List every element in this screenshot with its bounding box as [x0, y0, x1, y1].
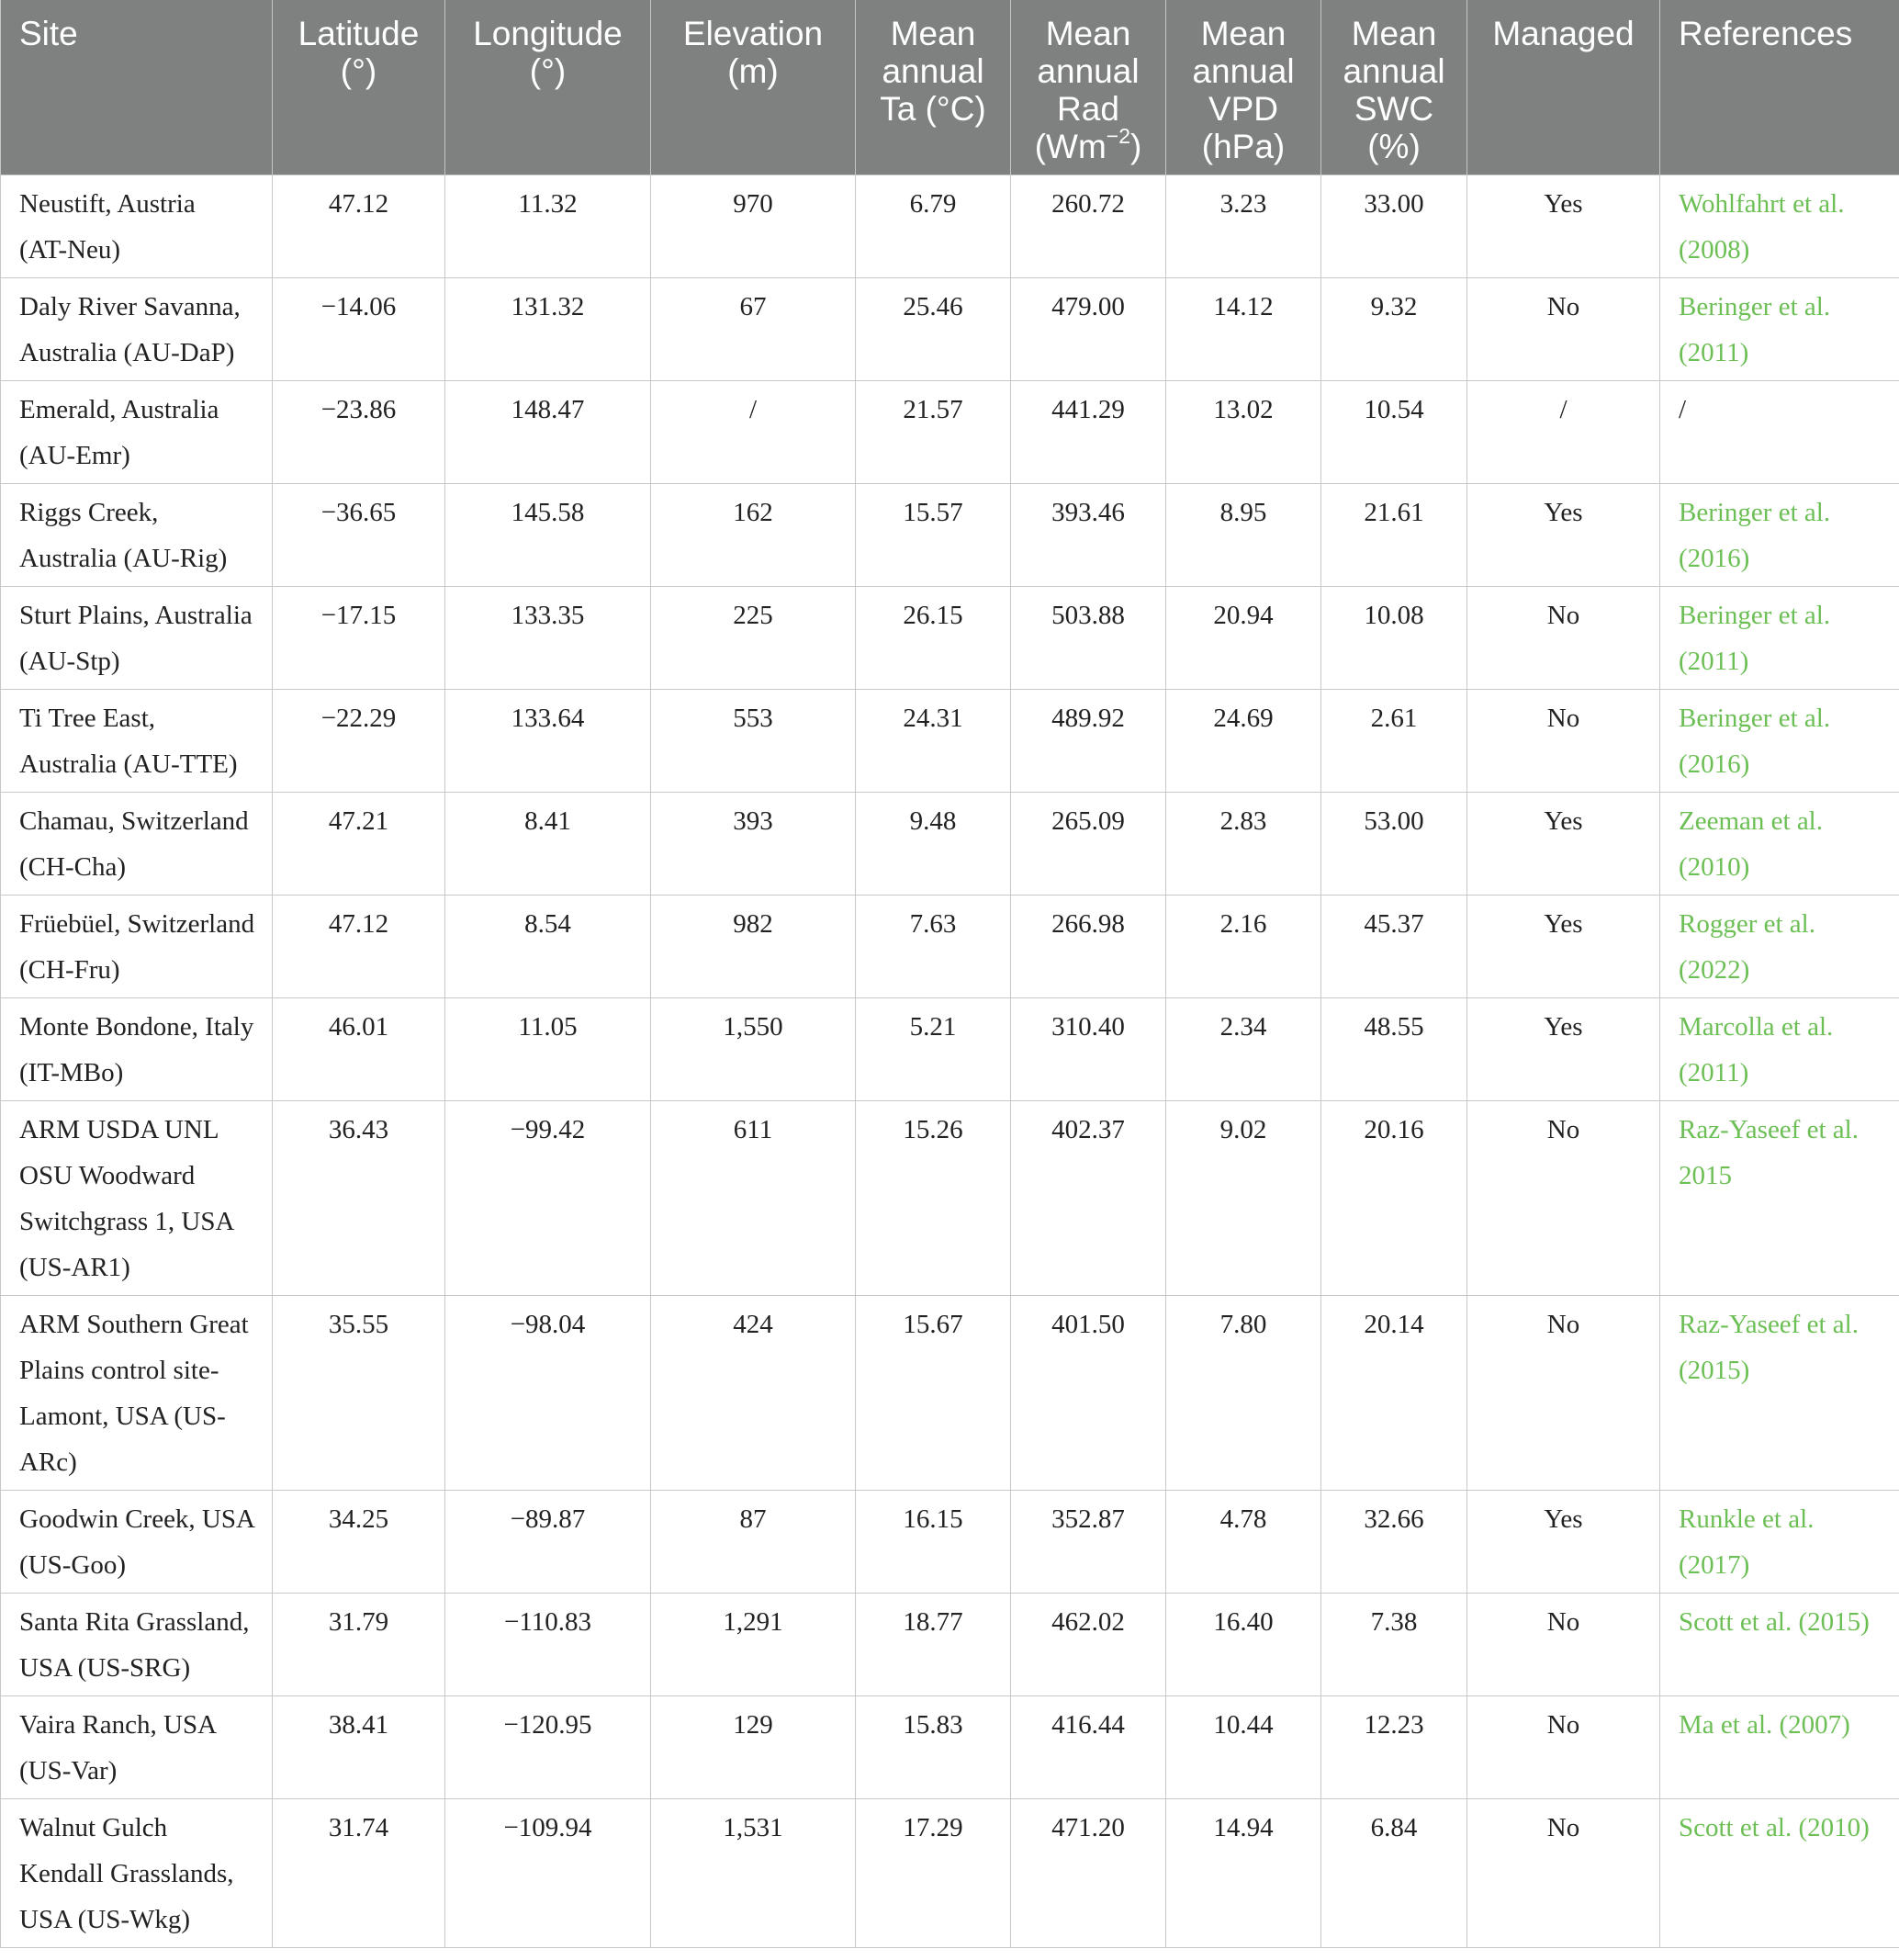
cell-site-line: Riggs Creek, [19, 498, 159, 527]
cell-reference-line: Beringer et al. [1679, 292, 1831, 321]
cell-managed: Yes [1467, 1491, 1660, 1594]
cell-ta: 18.77 [856, 1594, 1011, 1696]
cell-elev: 1,550 [651, 998, 856, 1101]
cell-lat: 36.43 [273, 1101, 445, 1296]
cell-vpd: 4.78 [1166, 1491, 1321, 1594]
table-row [1, 1594, 1899, 1696]
header-latitude [273, 0, 445, 175]
cell-elev: 982 [651, 896, 856, 998]
cell-site-line: (US-Var) [19, 1756, 118, 1785]
header-elevation [651, 0, 856, 175]
cell-reference[interactable] [1660, 896, 1899, 998]
cell-site [1, 690, 273, 793]
cell-reference-line: Rogger et al. [1679, 909, 1815, 939]
cell-rad: 462.02 [1011, 1594, 1166, 1696]
table-row [1, 278, 1899, 381]
header-rad-unit-close: ) [1129, 128, 1142, 165]
cell-lat: −22.29 [273, 690, 445, 793]
header-elevation-line: Elevation [682, 15, 824, 52]
header-vpd-unit: (hPa) [1201, 128, 1286, 165]
cell-managed: No [1467, 278, 1660, 381]
cell-elev: 611 [651, 1101, 856, 1296]
cell-lat: 31.74 [273, 1799, 445, 1948]
header-rad-line2: annual [1037, 52, 1140, 90]
cell-site-line: Goodwin Creek, USA [19, 1504, 255, 1534]
cell-reference-line: 2015 [1679, 1161, 1732, 1190]
cell-managed: No [1467, 1594, 1660, 1696]
cell-lat: 31.79 [273, 1594, 445, 1696]
cell-lon: 148.47 [445, 381, 651, 484]
cell-ta: 9.48 [856, 793, 1011, 896]
cell-rad: 441.29 [1011, 381, 1166, 484]
cell-reference[interactable] [1660, 1594, 1899, 1696]
cell-managed: / [1467, 381, 1660, 484]
cell-site-line: USA (US-SRG) [19, 1653, 191, 1683]
table-row [1, 1799, 1899, 1948]
cell-site-line: ARM USDA UNL [19, 1115, 219, 1144]
cell-lat: 47.21 [273, 793, 445, 896]
cell-site [1, 1491, 273, 1594]
header-elevation-unit: (m) [727, 52, 779, 90]
cell-ta: 6.79 [856, 175, 1011, 278]
cell-elev: 87 [651, 1491, 856, 1594]
cell-reference[interactable] [1660, 1696, 1899, 1799]
cell-vpd: 2.83 [1166, 793, 1321, 896]
cell-lon: −110.83 [445, 1594, 651, 1696]
table-row [1, 381, 1899, 484]
header-vpd-line1: Mean [1200, 15, 1287, 52]
table-row [1, 896, 1899, 998]
cell-managed: Yes [1467, 896, 1660, 998]
cell-lon: 11.05 [445, 998, 651, 1101]
cell-rad: 260.72 [1011, 175, 1166, 278]
cell-ta: 5.21 [856, 998, 1011, 1101]
cell-vpd: 16.40 [1166, 1594, 1321, 1696]
cell-swc: 20.14 [1321, 1296, 1467, 1491]
cell-elev: 424 [651, 1296, 856, 1491]
cell-site [1, 793, 273, 896]
cell-vpd: 10.44 [1166, 1696, 1321, 1799]
cell-site-line: Chamau, Switzerland [19, 806, 249, 836]
cell-reference[interactable] [1660, 175, 1899, 278]
cell-site [1, 1101, 273, 1296]
cell-reference-line: (2011) [1679, 647, 1749, 676]
table-row [1, 1491, 1899, 1594]
cell-vpd: 14.12 [1166, 278, 1321, 381]
cell-rad: 402.37 [1011, 1101, 1166, 1296]
cell-rad: 471.20 [1011, 1799, 1166, 1948]
cell-rad: 503.88 [1011, 587, 1166, 690]
cell-swc: 20.16 [1321, 1101, 1467, 1296]
cell-managed: No [1467, 1696, 1660, 1799]
table-row [1, 484, 1899, 587]
header-ta-line2: annual [882, 52, 984, 90]
cell-reference[interactable] [1660, 793, 1899, 896]
cell-site-line: Kendall Grasslands, [19, 1859, 234, 1888]
header-rad-line3: Rad [1057, 90, 1119, 128]
header-latitude-unit: (°) [340, 52, 377, 90]
header-ta [856, 0, 1011, 175]
table-row [1, 1696, 1899, 1799]
cell-swc: 48.55 [1321, 998, 1467, 1101]
cell-swc: 33.00 [1321, 175, 1467, 278]
cell-lon: −89.87 [445, 1491, 651, 1594]
cell-site-line: Vaira Ranch, USA [19, 1710, 218, 1740]
cell-reference-line: Raz-Yaseef et al. [1679, 1310, 1859, 1339]
header-vpd [1166, 0, 1321, 175]
cell-swc: 12.23 [1321, 1696, 1467, 1799]
cell-elev: 129 [651, 1696, 856, 1799]
cell-lon: 133.64 [445, 690, 651, 793]
header-site: Site [1, 0, 273, 175]
table-header [1, 0, 1899, 175]
header-row [1, 0, 1899, 175]
cell-vpd: 8.95 [1166, 484, 1321, 587]
cell-site-line: (AU-Emr) [19, 441, 130, 470]
cell-swc: 10.54 [1321, 381, 1467, 484]
cell-swc: 45.37 [1321, 896, 1467, 998]
cell-site-line: (AT-Neu) [19, 235, 121, 265]
cell-ta: 15.83 [856, 1696, 1011, 1799]
cell-site-line: Emerald, Australia [19, 395, 219, 424]
cell-site [1, 1696, 273, 1799]
cell-swc: 6.84 [1321, 1799, 1467, 1948]
cell-site-line: Australia (AU-DaP) [19, 338, 235, 367]
cell-elev: 225 [651, 587, 856, 690]
cell-managed: Yes [1467, 998, 1660, 1101]
cell-reference-line: Ma et al. (2007) [1679, 1710, 1850, 1740]
cell-site-line: Australia (AU-TTE) [19, 749, 238, 779]
cell-site-line: Daly River Savanna, [19, 292, 241, 321]
cell-rad: 401.50 [1011, 1296, 1166, 1491]
cell-reference[interactable] [1660, 1799, 1899, 1948]
cell-swc: 10.08 [1321, 587, 1467, 690]
table-row [1, 998, 1899, 1101]
header-rad-unit-base: (Wm [1034, 128, 1107, 165]
cell-ta: 21.57 [856, 381, 1011, 484]
cell-site-line: Santa Rita Grassland, [19, 1607, 250, 1637]
cell-managed: No [1467, 690, 1660, 793]
cell-site-line: Australia (AU-Rig) [19, 544, 228, 573]
cell-site-line: Walnut Gulch [19, 1813, 168, 1842]
cell-site-line: (US-Goo) [19, 1550, 126, 1580]
cell-site [1, 587, 273, 690]
header-vpd-line3: VPD [1208, 90, 1279, 128]
table-row [1, 587, 1899, 690]
cell-swc: 7.38 [1321, 1594, 1467, 1696]
cell-lon: 11.32 [445, 175, 651, 278]
cell-rad: 393.46 [1011, 484, 1166, 587]
cell-site-line: Früebüel, Switzerland [19, 909, 255, 939]
table-row [1, 793, 1899, 896]
cell-vpd: 7.80 [1166, 1296, 1321, 1491]
cell-reference-line: (2010) [1679, 852, 1750, 882]
header-longitude-unit: (°) [529, 52, 567, 90]
cell-site-line: ARc) [19, 1447, 77, 1477]
cell-ta: 7.63 [856, 896, 1011, 998]
cell-site-line: Lamont, USA (US- [19, 1402, 226, 1431]
cell-reference-line: Beringer et al. [1679, 498, 1831, 527]
cell-site-line: (CH-Cha) [19, 852, 126, 882]
header-rad-line1: Mean [1045, 15, 1131, 52]
cell-reference-line: (2008) [1679, 235, 1750, 265]
header-swc-unit: (%) [1367, 128, 1421, 165]
cell-reference[interactable] [1660, 1296, 1899, 1491]
header-managed: Managed [1467, 0, 1660, 175]
cell-reference-line: Scott et al. (2010) [1679, 1813, 1870, 1842]
cell-elev: 67 [651, 278, 856, 381]
cell-site-line: Sturt Plains, Australia [19, 601, 253, 630]
cell-rad: 489.92 [1011, 690, 1166, 793]
cell-swc: 2.61 [1321, 690, 1467, 793]
cell-reference-line: (2011) [1679, 1058, 1749, 1087]
header-swc [1321, 0, 1467, 175]
cell-reference-line: Zeeman et al. [1679, 806, 1823, 836]
cell-reference-line: Marcolla et al. [1679, 1012, 1834, 1042]
cell-reference-line: (2011) [1679, 338, 1749, 367]
cell-reference[interactable] [1660, 278, 1899, 381]
cell-managed: No [1467, 1101, 1660, 1296]
cell-site [1, 1296, 273, 1491]
cell-lat: 47.12 [273, 175, 445, 278]
cell-reference[interactable] [1660, 587, 1899, 690]
cell-reference-line: (2015) [1679, 1356, 1750, 1385]
cell-lat: −23.86 [273, 381, 445, 484]
cell-vpd: 2.16 [1166, 896, 1321, 998]
cell-swc: 32.66 [1321, 1491, 1467, 1594]
cell-lon: −109.94 [445, 1799, 651, 1948]
cell-lon: −98.04 [445, 1296, 651, 1491]
cell-site-line: (AU-Stp) [19, 647, 120, 676]
cell-ta: 15.67 [856, 1296, 1011, 1491]
cell-site-line: (US-AR1) [19, 1253, 130, 1282]
cell-rad: 266.98 [1011, 896, 1166, 998]
cell-swc: 53.00 [1321, 793, 1467, 896]
cell-reference-line: (2016) [1679, 544, 1750, 573]
cell-managed: Yes [1467, 484, 1660, 587]
cell-ta: 15.26 [856, 1101, 1011, 1296]
cell-lat: 35.55 [273, 1296, 445, 1491]
table-row [1, 175, 1899, 278]
cell-lon: 131.32 [445, 278, 651, 381]
cell-site [1, 175, 273, 278]
cell-reference[interactable] [1660, 1101, 1899, 1296]
cell-vpd: 20.94 [1166, 587, 1321, 690]
cell-lat: −36.65 [273, 484, 445, 587]
cell-vpd: 24.69 [1166, 690, 1321, 793]
cell-reference-line: (2016) [1679, 749, 1750, 779]
cell-reference [1660, 381, 1899, 484]
cell-vpd: 3.23 [1166, 175, 1321, 278]
cell-lat: 34.25 [273, 1491, 445, 1594]
cell-rad: 265.09 [1011, 793, 1166, 896]
cell-managed: No [1467, 587, 1660, 690]
cell-lon: 133.35 [445, 587, 651, 690]
cell-reference-line: Raz-Yaseef et al. [1679, 1115, 1859, 1144]
cell-reference-line: (2022) [1679, 955, 1750, 985]
cell-lon: 145.58 [445, 484, 651, 587]
cell-lon: −99.42 [445, 1101, 651, 1296]
table-row [1, 690, 1899, 793]
cell-reference-line: / [1679, 395, 1687, 424]
cell-lat: −17.15 [273, 587, 445, 690]
cell-reference-line: Scott et al. (2015) [1679, 1607, 1870, 1637]
header-vpd-line2: annual [1192, 52, 1295, 90]
cell-ta: 26.15 [856, 587, 1011, 690]
cell-reference-line: Beringer et al. [1679, 704, 1831, 733]
cell-ta: 17.29 [856, 1799, 1011, 1948]
header-longitude-line: Longitude [473, 15, 623, 52]
cell-lon: −120.95 [445, 1696, 651, 1799]
cell-ta: 15.57 [856, 484, 1011, 587]
cell-reference[interactable] [1660, 998, 1899, 1101]
table-row [1, 1296, 1899, 1491]
cell-site [1, 484, 273, 587]
header-swc-line1: Mean [1351, 15, 1437, 52]
cell-site-line: Neustift, Austria [19, 189, 196, 219]
table-row [1, 1101, 1899, 1296]
cell-site-line: Monte Bondone, Italy [19, 1012, 254, 1042]
cell-site [1, 381, 273, 484]
cell-reference-line: Beringer et al. [1679, 601, 1831, 630]
cell-elev: 162 [651, 484, 856, 587]
cell-vpd: 13.02 [1166, 381, 1321, 484]
cell-site-line: Switchgrass 1, USA [19, 1207, 235, 1236]
cell-elev: 553 [651, 690, 856, 793]
cell-rad: 416.44 [1011, 1696, 1166, 1799]
cell-elev: / [651, 381, 856, 484]
cell-site-line: (IT-MBo) [19, 1058, 124, 1087]
cell-vpd: 2.34 [1166, 998, 1321, 1101]
cell-reference[interactable] [1660, 484, 1899, 587]
cell-managed: Yes [1467, 175, 1660, 278]
cell-elev: 970 [651, 175, 856, 278]
cell-reference-line: Runkle et al. [1679, 1504, 1815, 1534]
cell-reference-line: Wohlfahrt et al. [1679, 189, 1845, 219]
cell-lon: 8.41 [445, 793, 651, 896]
cell-site-line: (CH-Fru) [19, 955, 120, 985]
cell-ta: 25.46 [856, 278, 1011, 381]
cell-managed: No [1467, 1799, 1660, 1948]
cell-site-line: OSU Woodward [19, 1161, 196, 1190]
header-rad [1011, 0, 1166, 175]
cell-elev: 1,291 [651, 1594, 856, 1696]
header-latitude-line: Latitude [298, 15, 420, 52]
header-swc-line3: SWC [1354, 90, 1434, 128]
header-ta-line1: Mean [890, 15, 976, 52]
cell-vpd: 14.94 [1166, 1799, 1321, 1948]
cell-lat: −14.06 [273, 278, 445, 381]
cell-elev: 1,531 [651, 1799, 856, 1948]
cell-site [1, 998, 273, 1101]
cell-reference[interactable] [1660, 1491, 1899, 1594]
cell-site [1, 1799, 273, 1948]
cell-vpd: 9.02 [1166, 1101, 1321, 1296]
cell-site [1, 278, 273, 381]
cell-site [1, 896, 273, 998]
cell-elev: 393 [651, 793, 856, 896]
cell-managed: No [1467, 1296, 1660, 1491]
header-longitude [445, 0, 651, 175]
header-rad-unit-exp: −2 [1106, 123, 1130, 148]
cell-site-line: USA (US-Wkg) [19, 1905, 191, 1934]
cell-site-line: ARM Southern Great [19, 1310, 249, 1339]
header-swc-line2: annual [1343, 52, 1445, 90]
cell-rad: 352.87 [1011, 1491, 1166, 1594]
cell-lat: 46.01 [273, 998, 445, 1101]
table-body [1, 175, 1899, 1948]
header-rad-unit [1034, 123, 1142, 165]
cell-site [1, 1594, 273, 1696]
cell-ta: 24.31 [856, 690, 1011, 793]
cell-site-line: Ti Tree East, [19, 704, 156, 733]
cell-rad: 310.40 [1011, 998, 1166, 1101]
cell-lon: 8.54 [445, 896, 651, 998]
cell-site-line: Plains control site- [19, 1356, 219, 1385]
cell-lat: 47.12 [273, 896, 445, 998]
cell-swc: 9.32 [1321, 278, 1467, 381]
cell-ta: 16.15 [856, 1491, 1011, 1594]
cell-swc: 21.61 [1321, 484, 1467, 587]
cell-managed: Yes [1467, 793, 1660, 896]
cell-reference[interactable] [1660, 690, 1899, 793]
header-ta-line3: Ta (°C) [880, 90, 986, 128]
cell-lat: 38.41 [273, 1696, 445, 1799]
header-references: References [1660, 0, 1899, 175]
cell-rad: 479.00 [1011, 278, 1166, 381]
cell-reference-line: (2017) [1679, 1550, 1750, 1580]
